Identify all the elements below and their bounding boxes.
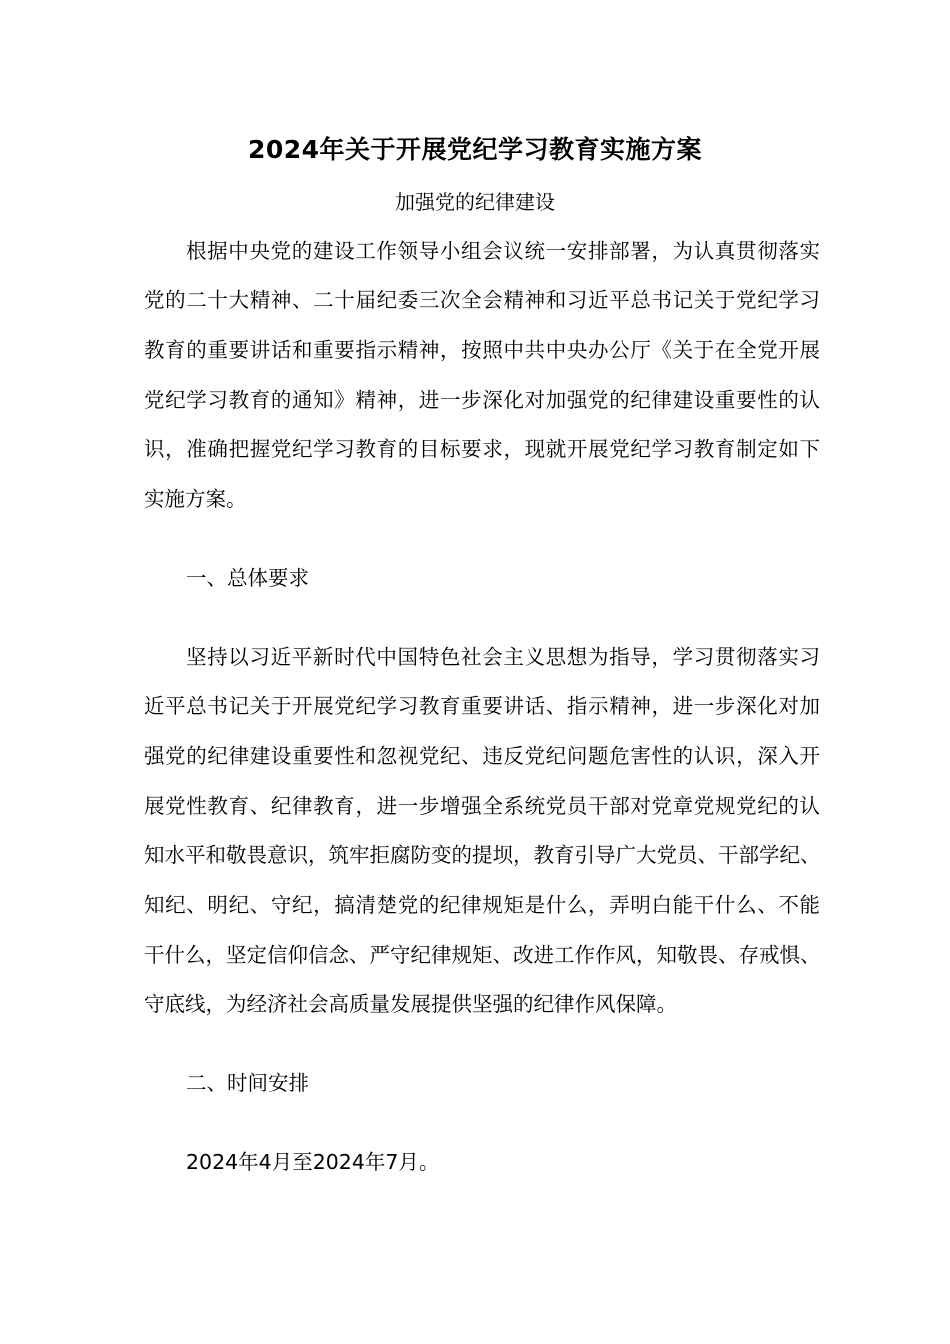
section1-line: 展党性教育、纪律教育，进一步增强全系统党员干部对党章党规党纪的认: [144, 794, 820, 818]
section1-line: 干什么，坚定信仰信念、严守纪律规矩、改进工作作风，知敬畏、存戒惧、: [144, 943, 821, 967]
section1-line: 守底线，为经济社会高质量发展提供坚强的纪律作风保障。: [144, 992, 677, 1016]
section1-line: 坚持以习近平新时代中国特色社会主义思想为指导，学习贯彻落实习: [186, 645, 820, 669]
section2-text: 2024年4月至2024年7月。: [186, 1150, 440, 1174]
intro-line: 实施方案。: [144, 487, 247, 511]
section1-line: 近平总书记关于开展党纪学习教育重要讲话、指示精神，进一步深化对加: [144, 694, 820, 718]
intro-line: 党纪学习教育的通知》精神，进一步深化对加强党的纪律建设重要性的认: [144, 388, 820, 412]
section1-line: 强党的纪律建设重要性和忽视党纪、违反党纪问题危害性的认识，深入开: [144, 744, 820, 768]
section-heading: 一、总体要求: [186, 566, 309, 590]
document-title: 2024年关于开展党纪学习教育实施方案: [247, 135, 703, 164]
section-heading: 二、时间安排: [186, 1071, 309, 1095]
intro-line: 党的二十大精神、二十届纪委三次全会精神和习近平总书记关于党纪学习: [144, 288, 820, 312]
section1-line: 知水平和敬畏意识，筑牢拒腐防变的提坝，教育引导广大党员、干部学纪、: [144, 843, 821, 867]
section1-line: 知纪、明纪、守纪，搞清楚党的纪律规矩是什么，弄明白能干什么、不能: [144, 893, 820, 917]
intro-line: 教育的重要讲话和重要指示精神，按照中共中央办公厅《关于在全党开展: [144, 338, 820, 362]
intro-line: 识，准确把握党纪学习教育的目标要求，现就开展党纪学习教育制定如下: [144, 437, 820, 461]
intro-line: 根据中央党的建设工作领导小组会议统一安排部署，为认真贯彻落实: [186, 239, 820, 263]
document-subtitle: 加强党的纪律建设: [395, 190, 555, 214]
